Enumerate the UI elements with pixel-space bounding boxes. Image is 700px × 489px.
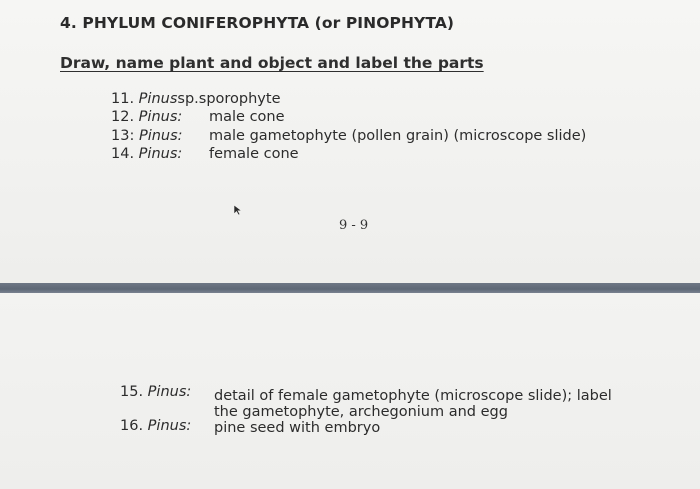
mouse-pointer-icon [233, 204, 243, 216]
item-genus: Pinus: [138, 128, 183, 144]
item-number: 15. [120, 384, 144, 400]
item-description-line2: the gametophyte, archegonium and egg [214, 404, 508, 420]
item-number: 14. [111, 146, 135, 162]
item-number: 16. [120, 418, 144, 434]
page-divider [0, 283, 700, 293]
item-number: 12. [111, 109, 135, 125]
list-item-11 [111, 90, 280, 108]
instruction-heading: Draw, name plant and object and label the parts [60, 54, 484, 72]
item-rest: sp.sporophyte [177, 91, 281, 107]
list-item-14 [111, 145, 182, 163]
item-genus: Pinus: [138, 146, 183, 162]
section-heading: 4. PHYLUM CONIFEROPHYTA (or PINOPHYTA) [60, 14, 455, 32]
item-genus: Pinus [138, 91, 178, 107]
item-description-line1: pine seed with embryo [214, 420, 381, 436]
item-number: 13: [111, 128, 135, 144]
item-number: 11. [111, 91, 135, 107]
list-item-12 [111, 108, 182, 126]
list-item-15 [120, 384, 191, 400]
item-genus: Pinus: [138, 109, 183, 125]
list-item-16 [120, 418, 191, 434]
item-description: male gametophyte (pollen grain) (microscope slide) [209, 128, 587, 144]
item-description: male cone [209, 109, 285, 125]
item-genus: Pinus: [147, 418, 192, 434]
item-description: female cone [209, 146, 299, 162]
item-description-line1: detail of female gametophyte (microscope slide); label [214, 388, 612, 404]
item-genus: Pinus: [147, 384, 192, 400]
list-item-13 [111, 127, 183, 145]
page-number: 9 - 9 [339, 218, 369, 233]
